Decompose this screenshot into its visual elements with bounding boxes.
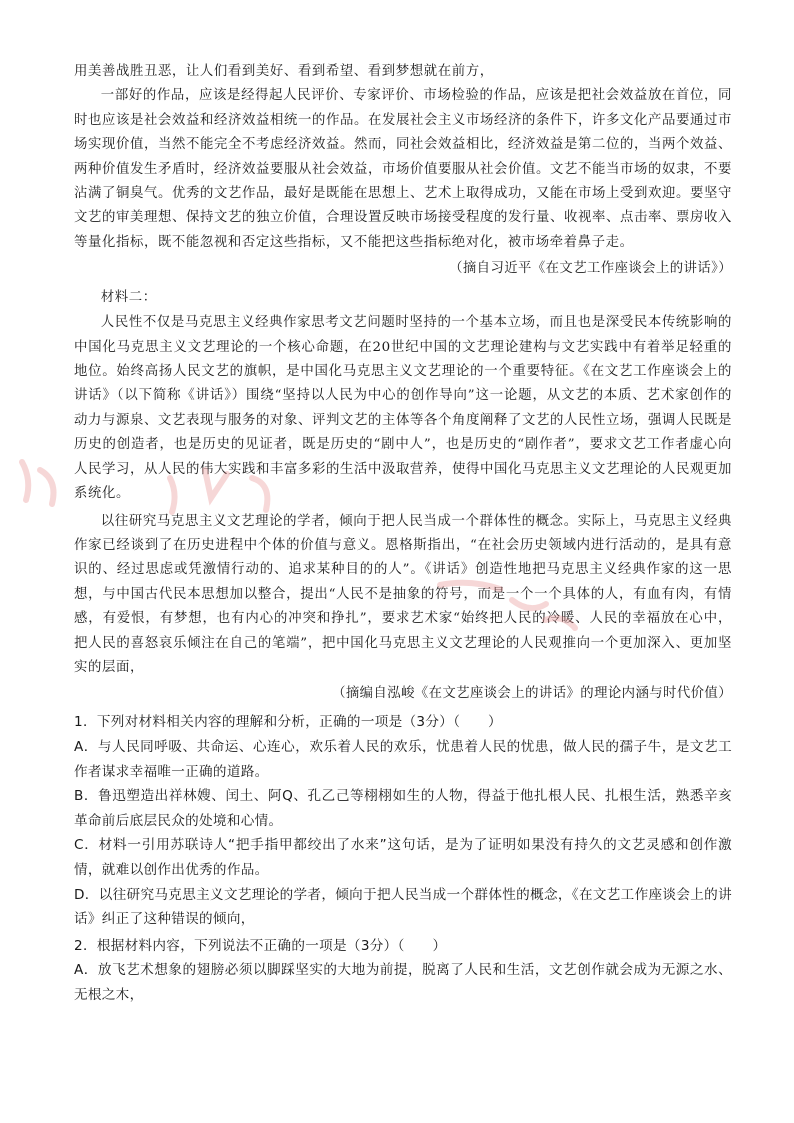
question-2-stem: 2．根据材料内容，下列说法不正确的一项是（3分）（ ） xyxy=(74,937,447,954)
material-2-label: 材料二： xyxy=(100,290,157,306)
source-citation-1: （摘自习近平《在文艺工作座谈会上的讲话》） xyxy=(449,261,732,277)
question-1-option-a: A．与人民同呼吸、共命运、心连心，欢乐着人民的欢乐，忧患着人民的忧患，做人民的孺子牛，是文艺工作者谋求幸福唯一正确的道路。 xyxy=(74,738,732,780)
question-1-stem: 1．下列对材料相关内容的理解和分析，正确的一项是（3分）（ ） xyxy=(74,714,502,731)
paragraph-2: 人民性不仅是马克思主义经典作家思考文艺问题时坚持的一个基本立场，而且也是深受民本传统影响的中国化马克思主义文艺理论的一个核心命题，在20世纪中国的文艺理论建构与文艺实践中有着举足轻重的地位。始终高扬人民文艺的旗帜，是中国化马克思主义文艺理论的一个重要特征。《在文艺工作座谈会上的讲话》（以下简称《讲话》）围绕“坚持以人民为中心的创作导向”这一论题，从文艺的本质、艺术家创作的动力与源泉、文艺表现与服务的对象、评判文艺的主体等各个角度阐释了文艺的人民性立场，强调人民既是历史的创造者，也是历史的见证者，既是历史的“剧中人”，也是历史的“剧作者”，要求文艺工作者虚心向人民学习，从人民的伟大实践和丰富多彩的生活中汲取营养，使得中国化马克思主义文艺理论的人民观更加系统化。 xyxy=(74,315,732,502)
source-citation-2: （摘编自泓峻《在文艺座谈会上的讲话》的理论内涵与时代价值） xyxy=(332,686,732,702)
question-1-option-d: D．以往研究马克思主义文艺理论的学者，倾向于把人民当成一个群体性的概念，《在文艺工作座谈会上的讲话》纠正了这种错误的倾向， xyxy=(74,886,732,928)
question-1-option-c: C．材料一引用苏联诗人“把手指甲都绞出了水来”这句话，是为了证明如果没有持久的文艺灵感和创作激情，就难以创作出优秀的作品。 xyxy=(74,837,732,878)
paragraph-1: 一部好的作品，应该是经得起人民评价、专家评价、市场检验的作品，应该是把社会效益放在首位，同时也应该是社会效益和经济效益相统一的作品。在发展社会主义市场经济的条件下，许多文化产品要通过市场实现价值，当然不能完全不考虑经济效益。然而，同社会效益相比，经济效益是第二位的，当两个效益、两种价值发生矛盾时，经济效益要服从社会效益，市场价值要服从社会价值。文艺不能当市场的奴隶，不要沾满了铜臭气。优秀的文艺作品，最好是既能在思想上、艺术上取得成功，又能在市场上受到欢迎。要坚守文艺的审美理想、保持文艺的独立价值，合理设置反映市场接受程度的发行量、收视率、点击率、票房收入等量化指标，既不能忽视和否定这些指标，又不能把这些指标绝对化，被市场牵着鼻子走。 xyxy=(74,88,732,250)
question-2-option-a: A．放飞艺术想象的翅膀必须以脚踩坚实的大地为前提，脱离了人民和生活，文艺创作就会成为无源之水、无根之木， xyxy=(74,962,732,1003)
paragraph-top-tail: 用美善战胜丑恶，让人们看到美好、看到希望、看到梦想就在前方， xyxy=(74,64,494,79)
paragraph-3: 以往研究马克思主义文艺理论的学者，倾向于把人民当成一个群体性的概念。实际上，马克思主义经典作家已经谈到了在历史进程中个体的价值与意义。恩格斯指出，“在社会历史领域内进行活动的，是具有意识的、经过思虑或凭激情行动的、追求某种目的的人”。《讲话》创造性地把马克思主义经典作家的这一思想，与中国古代民本思想加以整合，提出“人民不是抽象的符号，而是一个一个具体的人，有血有肉，有情感，有爱恨，有梦想，也有内心的冲突和挣扎”，要求艺术家“始终把人民的冷暖、人民的幸福放在心中，把人民的喜怒哀乐倾注在自己的笔端”，把中国化马克思主义文艺理论的人民观推向一个更加深入、更加坚实的层面， xyxy=(74,513,732,675)
question-1-option-b: B．鲁迅塑造出祥林嫂、闰土、阿Q、孔乙己等栩栩如生的人物，得益于他扎根人民、扎根生活，熟悉辛亥革命前后底层民众的处境和心情。 xyxy=(74,788,732,829)
